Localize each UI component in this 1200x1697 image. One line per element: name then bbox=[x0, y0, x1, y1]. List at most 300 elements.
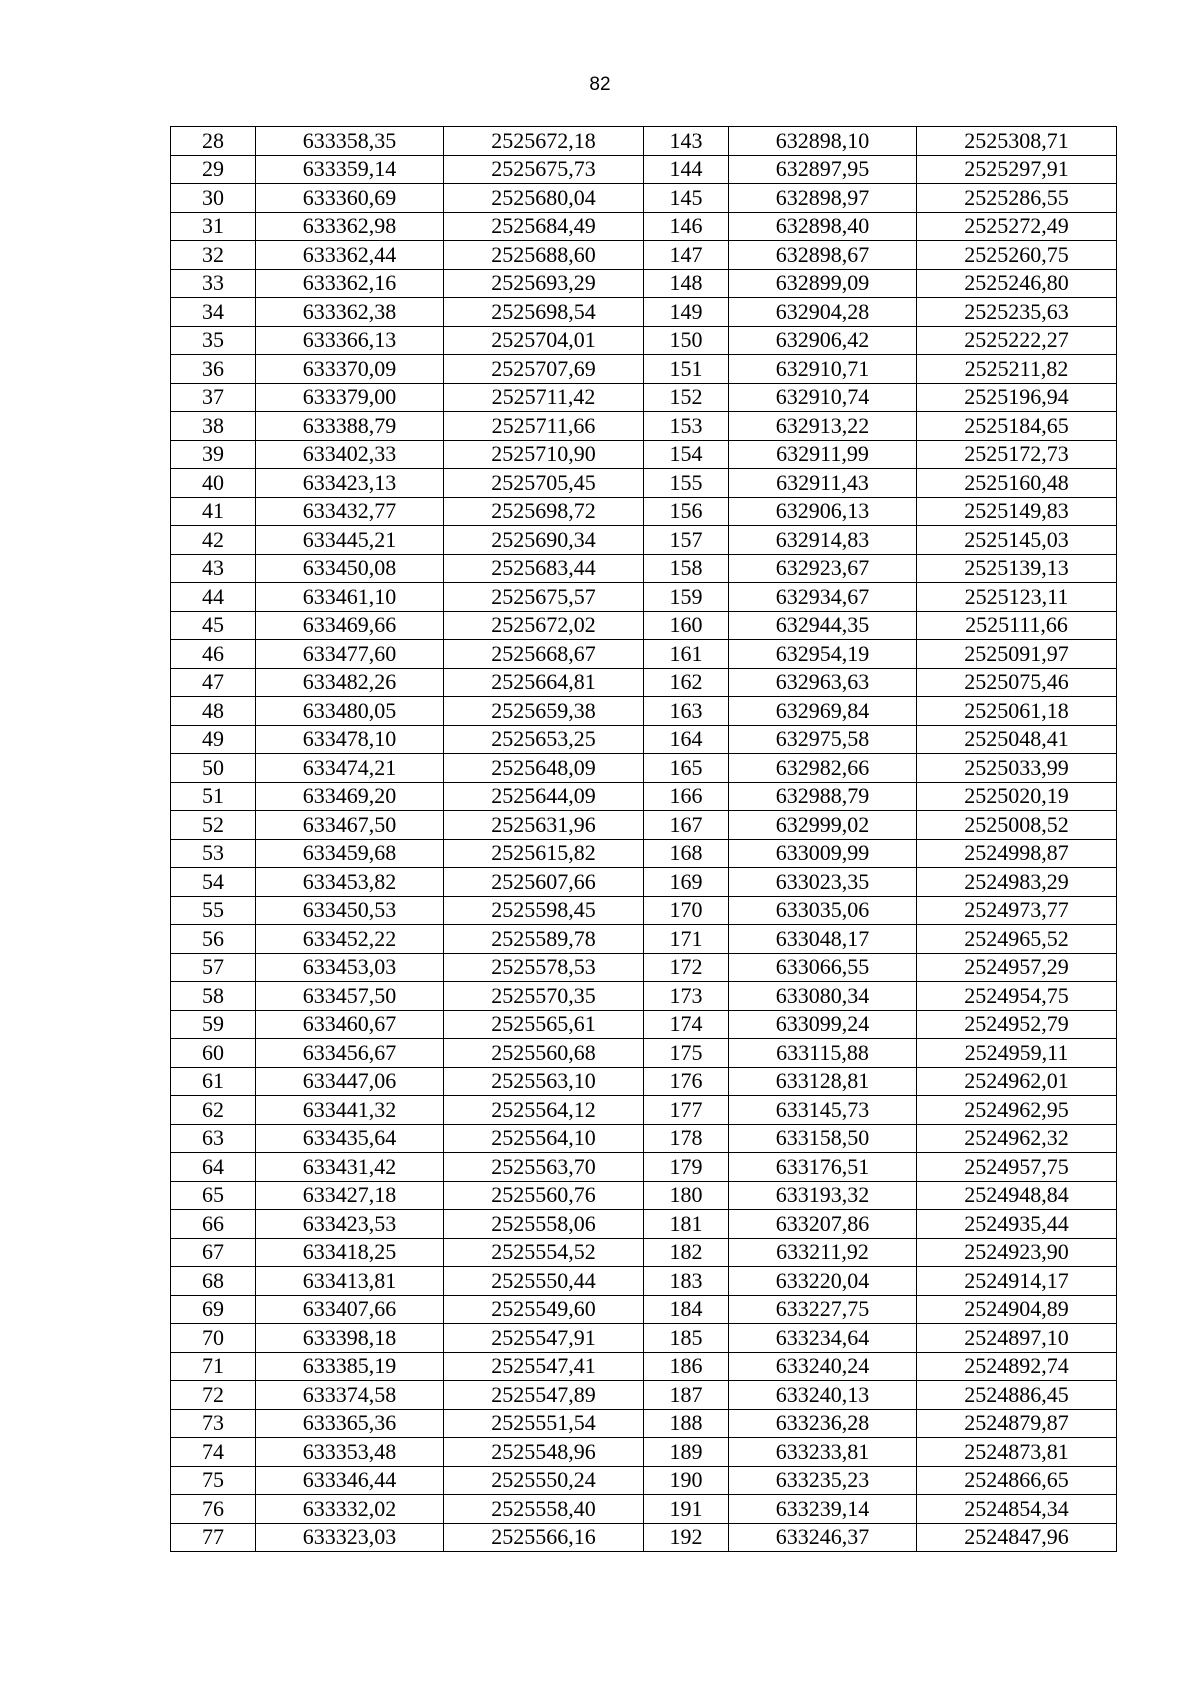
point-number-left-cell: 72 bbox=[171, 1381, 256, 1410]
point-number-right-cell: 172 bbox=[644, 953, 729, 982]
table-row bbox=[171, 127, 1117, 156]
x-coordinate-right-cell: 633145,73 bbox=[729, 1096, 917, 1125]
x-coordinate-right-cell: 632897,95 bbox=[729, 155, 917, 184]
x-coordinate-left-cell: 633323,03 bbox=[256, 1523, 444, 1552]
y-coordinate-left-cell: 2525570,35 bbox=[444, 982, 644, 1011]
x-coordinate-right-cell: 632898,10 bbox=[729, 127, 917, 156]
table-row bbox=[171, 725, 1117, 754]
point-number-right-cell: 175 bbox=[644, 1039, 729, 1068]
y-coordinate-right-cell: 2524957,29 bbox=[917, 953, 1117, 982]
y-coordinate-right-cell: 2525172,73 bbox=[917, 440, 1117, 469]
y-coordinate-left-cell: 2525705,45 bbox=[444, 469, 644, 498]
y-coordinate-left-cell: 2525547,41 bbox=[444, 1352, 644, 1381]
y-coordinate-left-cell: 2525693,29 bbox=[444, 269, 644, 298]
x-coordinate-right-cell: 632910,74 bbox=[729, 383, 917, 412]
y-coordinate-right-cell: 2525149,83 bbox=[917, 497, 1117, 526]
y-coordinate-right-cell: 2524998,87 bbox=[917, 839, 1117, 868]
x-coordinate-right-cell: 632906,42 bbox=[729, 326, 917, 355]
point-number-left-cell: 70 bbox=[171, 1324, 256, 1353]
y-coordinate-left-cell: 2525698,54 bbox=[444, 298, 644, 327]
table-row bbox=[171, 526, 1117, 555]
x-coordinate-right-cell: 632982,66 bbox=[729, 754, 917, 783]
x-coordinate-right-cell: 632899,09 bbox=[729, 269, 917, 298]
table-row bbox=[171, 554, 1117, 583]
point-number-right-cell: 143 bbox=[644, 127, 729, 156]
table-row bbox=[171, 269, 1117, 298]
table-row bbox=[171, 155, 1117, 184]
table-row bbox=[171, 1181, 1117, 1210]
point-number-right-cell: 166 bbox=[644, 782, 729, 811]
x-coordinate-right-cell: 633048,17 bbox=[729, 925, 917, 954]
point-number-left-cell: 55 bbox=[171, 896, 256, 925]
x-coordinate-right-cell: 632898,97 bbox=[729, 184, 917, 213]
y-coordinate-right-cell: 2525111,66 bbox=[917, 611, 1117, 640]
x-coordinate-right-cell: 633176,51 bbox=[729, 1153, 917, 1182]
x-coordinate-left-cell: 633418,25 bbox=[256, 1238, 444, 1267]
point-number-right-cell: 161 bbox=[644, 640, 729, 669]
x-coordinate-left-cell: 633445,21 bbox=[256, 526, 444, 555]
y-coordinate-right-cell: 2524854,34 bbox=[917, 1495, 1117, 1524]
x-coordinate-left-cell: 633407,66 bbox=[256, 1295, 444, 1324]
x-coordinate-left-cell: 633453,82 bbox=[256, 868, 444, 897]
point-number-left-cell: 31 bbox=[171, 212, 256, 241]
point-number-right-cell: 157 bbox=[644, 526, 729, 555]
point-number-right-cell: 186 bbox=[644, 1352, 729, 1381]
table-row bbox=[171, 383, 1117, 412]
x-coordinate-right-cell: 632913,22 bbox=[729, 412, 917, 441]
point-number-left-cell: 77 bbox=[171, 1523, 256, 1552]
x-coordinate-right-cell: 633023,35 bbox=[729, 868, 917, 897]
x-coordinate-left-cell: 633398,18 bbox=[256, 1324, 444, 1353]
x-coordinate-left-cell: 633456,67 bbox=[256, 1039, 444, 1068]
y-coordinate-right-cell: 2525297,91 bbox=[917, 155, 1117, 184]
point-number-right-cell: 167 bbox=[644, 811, 729, 840]
x-coordinate-left-cell: 633360,69 bbox=[256, 184, 444, 213]
table-row bbox=[171, 212, 1117, 241]
y-coordinate-left-cell: 2525607,66 bbox=[444, 868, 644, 897]
x-coordinate-left-cell: 633423,13 bbox=[256, 469, 444, 498]
point-number-right-cell: 155 bbox=[644, 469, 729, 498]
point-number-left-cell: 48 bbox=[171, 697, 256, 726]
point-number-right-cell: 154 bbox=[644, 440, 729, 469]
point-number-left-cell: 60 bbox=[171, 1039, 256, 1068]
y-coordinate-left-cell: 2525683,44 bbox=[444, 554, 644, 583]
x-coordinate-right-cell: 633080,34 bbox=[729, 982, 917, 1011]
y-coordinate-right-cell: 2524847,96 bbox=[917, 1523, 1117, 1552]
y-coordinate-right-cell: 2525145,03 bbox=[917, 526, 1117, 555]
table-row bbox=[171, 184, 1117, 213]
y-coordinate-left-cell: 2525549,60 bbox=[444, 1295, 644, 1324]
y-coordinate-left-cell: 2525659,38 bbox=[444, 697, 644, 726]
y-coordinate-right-cell: 2524886,45 bbox=[917, 1381, 1117, 1410]
x-coordinate-left-cell: 633413,81 bbox=[256, 1267, 444, 1296]
table-row bbox=[171, 1039, 1117, 1068]
point-number-left-cell: 59 bbox=[171, 1010, 256, 1039]
point-number-right-cell: 192 bbox=[644, 1523, 729, 1552]
x-coordinate-left-cell: 633478,10 bbox=[256, 725, 444, 754]
x-coordinate-right-cell: 632914,83 bbox=[729, 526, 917, 555]
point-number-left-cell: 75 bbox=[171, 1466, 256, 1495]
x-coordinate-right-cell: 633066,55 bbox=[729, 953, 917, 982]
point-number-right-cell: 159 bbox=[644, 583, 729, 612]
x-coordinate-left-cell: 633362,44 bbox=[256, 241, 444, 270]
table-row bbox=[171, 1010, 1117, 1039]
table-row bbox=[171, 1153, 1117, 1182]
x-coordinate-right-cell: 633099,24 bbox=[729, 1010, 917, 1039]
y-coordinate-right-cell: 2524952,79 bbox=[917, 1010, 1117, 1039]
point-number-left-cell: 46 bbox=[171, 640, 256, 669]
x-coordinate-left-cell: 633427,18 bbox=[256, 1181, 444, 1210]
point-number-right-cell: 162 bbox=[644, 668, 729, 697]
point-number-right-cell: 158 bbox=[644, 554, 729, 583]
y-coordinate-right-cell: 2525272,49 bbox=[917, 212, 1117, 241]
y-coordinate-left-cell: 2525690,34 bbox=[444, 526, 644, 555]
table-row bbox=[171, 1352, 1117, 1381]
x-coordinate-left-cell: 633362,38 bbox=[256, 298, 444, 327]
point-number-left-cell: 35 bbox=[171, 326, 256, 355]
table-row bbox=[171, 1438, 1117, 1467]
x-coordinate-left-cell: 633482,26 bbox=[256, 668, 444, 697]
x-coordinate-left-cell: 633362,16 bbox=[256, 269, 444, 298]
point-number-right-cell: 171 bbox=[644, 925, 729, 954]
point-number-left-cell: 71 bbox=[171, 1352, 256, 1381]
x-coordinate-left-cell: 633332,02 bbox=[256, 1495, 444, 1524]
y-coordinate-right-cell: 2525211,82 bbox=[917, 355, 1117, 384]
x-coordinate-right-cell: 633158,50 bbox=[729, 1124, 917, 1153]
x-coordinate-left-cell: 633450,53 bbox=[256, 896, 444, 925]
x-coordinate-left-cell: 633402,33 bbox=[256, 440, 444, 469]
x-coordinate-right-cell: 632934,67 bbox=[729, 583, 917, 612]
point-number-right-cell: 173 bbox=[644, 982, 729, 1011]
point-number-left-cell: 33 bbox=[171, 269, 256, 298]
table-row bbox=[171, 412, 1117, 441]
point-number-right-cell: 169 bbox=[644, 868, 729, 897]
y-coordinate-left-cell: 2525675,57 bbox=[444, 583, 644, 612]
point-number-left-cell: 76 bbox=[171, 1495, 256, 1524]
point-number-left-cell: 41 bbox=[171, 497, 256, 526]
y-coordinate-right-cell: 2525091,97 bbox=[917, 640, 1117, 669]
point-number-right-cell: 174 bbox=[644, 1010, 729, 1039]
point-number-right-cell: 151 bbox=[644, 355, 729, 384]
x-coordinate-left-cell: 633474,21 bbox=[256, 754, 444, 783]
y-coordinate-right-cell: 2524879,87 bbox=[917, 1409, 1117, 1438]
y-coordinate-right-cell: 2525020,19 bbox=[917, 782, 1117, 811]
y-coordinate-right-cell: 2524962,32 bbox=[917, 1124, 1117, 1153]
x-coordinate-right-cell: 632975,58 bbox=[729, 725, 917, 754]
point-number-right-cell: 188 bbox=[644, 1409, 729, 1438]
y-coordinate-left-cell: 2525684,49 bbox=[444, 212, 644, 241]
x-coordinate-right-cell: 633233,81 bbox=[729, 1438, 917, 1467]
x-coordinate-right-cell: 632999,02 bbox=[729, 811, 917, 840]
point-number-left-cell: 37 bbox=[171, 383, 256, 412]
y-coordinate-left-cell: 2525589,78 bbox=[444, 925, 644, 954]
table-row bbox=[171, 1523, 1117, 1552]
point-number-right-cell: 191 bbox=[644, 1495, 729, 1524]
x-coordinate-right-cell: 633115,88 bbox=[729, 1039, 917, 1068]
table-row bbox=[171, 754, 1117, 783]
y-coordinate-left-cell: 2525672,18 bbox=[444, 127, 644, 156]
point-number-right-cell: 153 bbox=[644, 412, 729, 441]
x-coordinate-left-cell: 633385,19 bbox=[256, 1352, 444, 1381]
table-row bbox=[171, 868, 1117, 897]
y-coordinate-left-cell: 2525558,40 bbox=[444, 1495, 644, 1524]
x-coordinate-right-cell: 632954,19 bbox=[729, 640, 917, 669]
table-row bbox=[171, 241, 1117, 270]
x-coordinate-right-cell: 633235,23 bbox=[729, 1466, 917, 1495]
point-number-left-cell: 42 bbox=[171, 526, 256, 555]
table-row bbox=[171, 839, 1117, 868]
x-coordinate-left-cell: 633447,06 bbox=[256, 1067, 444, 1096]
table-row bbox=[171, 953, 1117, 982]
point-number-right-cell: 177 bbox=[644, 1096, 729, 1125]
x-coordinate-right-cell: 632923,67 bbox=[729, 554, 917, 583]
point-number-right-cell: 170 bbox=[644, 896, 729, 925]
x-coordinate-left-cell: 633461,10 bbox=[256, 583, 444, 612]
point-number-left-cell: 36 bbox=[171, 355, 256, 384]
coordinates-table-body bbox=[171, 127, 1117, 1552]
x-coordinate-left-cell: 633469,20 bbox=[256, 782, 444, 811]
y-coordinate-left-cell: 2525558,06 bbox=[444, 1210, 644, 1239]
point-number-left-cell: 65 bbox=[171, 1181, 256, 1210]
x-coordinate-right-cell: 633236,28 bbox=[729, 1409, 917, 1438]
y-coordinate-right-cell: 2525235,63 bbox=[917, 298, 1117, 327]
point-number-left-cell: 28 bbox=[171, 127, 256, 156]
point-number-left-cell: 29 bbox=[171, 155, 256, 184]
y-coordinate-right-cell: 2524923,90 bbox=[917, 1238, 1117, 1267]
point-number-left-cell: 38 bbox=[171, 412, 256, 441]
point-number-left-cell: 44 bbox=[171, 583, 256, 612]
y-coordinate-left-cell: 2525563,70 bbox=[444, 1153, 644, 1182]
point-number-right-cell: 168 bbox=[644, 839, 729, 868]
x-coordinate-right-cell: 632906,13 bbox=[729, 497, 917, 526]
table-row bbox=[171, 1067, 1117, 1096]
point-number-right-cell: 148 bbox=[644, 269, 729, 298]
y-coordinate-right-cell: 2525246,80 bbox=[917, 269, 1117, 298]
x-coordinate-right-cell: 632898,67 bbox=[729, 241, 917, 270]
x-coordinate-left-cell: 633432,77 bbox=[256, 497, 444, 526]
y-coordinate-right-cell: 2524959,11 bbox=[917, 1039, 1117, 1068]
point-number-left-cell: 51 bbox=[171, 782, 256, 811]
point-number-right-cell: 182 bbox=[644, 1238, 729, 1267]
point-number-right-cell: 152 bbox=[644, 383, 729, 412]
table-row bbox=[171, 811, 1117, 840]
point-number-left-cell: 63 bbox=[171, 1124, 256, 1153]
table-row bbox=[171, 925, 1117, 954]
point-number-left-cell: 68 bbox=[171, 1267, 256, 1296]
point-number-right-cell: 156 bbox=[644, 497, 729, 526]
y-coordinate-right-cell: 2525061,18 bbox=[917, 697, 1117, 726]
x-coordinate-right-cell: 632910,71 bbox=[729, 355, 917, 384]
point-number-left-cell: 47 bbox=[171, 668, 256, 697]
point-number-right-cell: 184 bbox=[644, 1295, 729, 1324]
y-coordinate-left-cell: 2525664,81 bbox=[444, 668, 644, 697]
point-number-right-cell: 179 bbox=[644, 1153, 729, 1182]
point-number-left-cell: 43 bbox=[171, 554, 256, 583]
x-coordinate-left-cell: 633435,64 bbox=[256, 1124, 444, 1153]
point-number-right-cell: 181 bbox=[644, 1210, 729, 1239]
point-number-right-cell: 185 bbox=[644, 1324, 729, 1353]
x-coordinate-right-cell: 633240,13 bbox=[729, 1381, 917, 1410]
x-coordinate-left-cell: 633459,68 bbox=[256, 839, 444, 868]
y-coordinate-right-cell: 2524866,65 bbox=[917, 1466, 1117, 1495]
y-coordinate-right-cell: 2525160,48 bbox=[917, 469, 1117, 498]
y-coordinate-right-cell: 2525184,65 bbox=[917, 412, 1117, 441]
y-coordinate-right-cell: 2525033,99 bbox=[917, 754, 1117, 783]
y-coordinate-right-cell: 2525048,41 bbox=[917, 725, 1117, 754]
y-coordinate-left-cell: 2525704,01 bbox=[444, 326, 644, 355]
x-coordinate-right-cell: 633035,06 bbox=[729, 896, 917, 925]
x-coordinate-left-cell: 633431,42 bbox=[256, 1153, 444, 1182]
y-coordinate-left-cell: 2525672,02 bbox=[444, 611, 644, 640]
point-number-left-cell: 56 bbox=[171, 925, 256, 954]
x-coordinate-right-cell: 633207,86 bbox=[729, 1210, 917, 1239]
x-coordinate-right-cell: 633193,32 bbox=[729, 1181, 917, 1210]
point-number-right-cell: 144 bbox=[644, 155, 729, 184]
y-coordinate-left-cell: 2525675,73 bbox=[444, 155, 644, 184]
x-coordinate-left-cell: 633480,05 bbox=[256, 697, 444, 726]
coordinates-table bbox=[170, 126, 1117, 1552]
table-row bbox=[171, 697, 1117, 726]
x-coordinate-right-cell: 633211,92 bbox=[729, 1238, 917, 1267]
point-number-right-cell: 187 bbox=[644, 1381, 729, 1410]
point-number-left-cell: 62 bbox=[171, 1096, 256, 1125]
y-coordinate-right-cell: 2525123,11 bbox=[917, 583, 1117, 612]
table-row bbox=[171, 583, 1117, 612]
x-coordinate-right-cell: 632988,79 bbox=[729, 782, 917, 811]
table-row bbox=[171, 1409, 1117, 1438]
y-coordinate-right-cell: 2525075,46 bbox=[917, 668, 1117, 697]
table-row bbox=[171, 298, 1117, 327]
y-coordinate-right-cell: 2525260,75 bbox=[917, 241, 1117, 270]
point-number-right-cell: 180 bbox=[644, 1181, 729, 1210]
y-coordinate-left-cell: 2525631,96 bbox=[444, 811, 644, 840]
table-row bbox=[171, 1466, 1117, 1495]
table-row bbox=[171, 1096, 1117, 1125]
y-coordinate-left-cell: 2525648,09 bbox=[444, 754, 644, 783]
point-number-right-cell: 145 bbox=[644, 184, 729, 213]
y-coordinate-left-cell: 2525710,90 bbox=[444, 440, 644, 469]
x-coordinate-left-cell: 633453,03 bbox=[256, 953, 444, 982]
x-coordinate-left-cell: 633366,13 bbox=[256, 326, 444, 355]
x-coordinate-right-cell: 632944,35 bbox=[729, 611, 917, 640]
point-number-left-cell: 52 bbox=[171, 811, 256, 840]
table-row bbox=[171, 1238, 1117, 1267]
y-coordinate-right-cell: 2525196,94 bbox=[917, 383, 1117, 412]
table-row bbox=[171, 896, 1117, 925]
point-number-left-cell: 49 bbox=[171, 725, 256, 754]
y-coordinate-left-cell: 2525551,54 bbox=[444, 1409, 644, 1438]
table-row bbox=[171, 497, 1117, 526]
x-coordinate-left-cell: 633450,08 bbox=[256, 554, 444, 583]
y-coordinate-left-cell: 2525564,10 bbox=[444, 1124, 644, 1153]
y-coordinate-left-cell: 2525566,16 bbox=[444, 1523, 644, 1552]
y-coordinate-left-cell: 2525698,72 bbox=[444, 497, 644, 526]
point-number-left-cell: 57 bbox=[171, 953, 256, 982]
point-number-right-cell: 165 bbox=[644, 754, 729, 783]
point-number-left-cell: 58 bbox=[171, 982, 256, 1011]
point-number-left-cell: 30 bbox=[171, 184, 256, 213]
point-number-left-cell: 69 bbox=[171, 1295, 256, 1324]
table-row bbox=[171, 326, 1117, 355]
x-coordinate-left-cell: 633452,22 bbox=[256, 925, 444, 954]
x-coordinate-left-cell: 633388,79 bbox=[256, 412, 444, 441]
y-coordinate-left-cell: 2525563,10 bbox=[444, 1067, 644, 1096]
point-number-right-cell: 150 bbox=[644, 326, 729, 355]
y-coordinate-left-cell: 2525550,44 bbox=[444, 1267, 644, 1296]
y-coordinate-left-cell: 2525711,66 bbox=[444, 412, 644, 441]
x-coordinate-right-cell: 632969,84 bbox=[729, 697, 917, 726]
x-coordinate-right-cell: 632911,99 bbox=[729, 440, 917, 469]
table-row bbox=[171, 668, 1117, 697]
y-coordinate-left-cell: 2525560,76 bbox=[444, 1181, 644, 1210]
point-number-left-cell: 45 bbox=[171, 611, 256, 640]
table-row bbox=[171, 1210, 1117, 1239]
y-coordinate-right-cell: 2525222,27 bbox=[917, 326, 1117, 355]
table-row bbox=[171, 1124, 1117, 1153]
table-row bbox=[171, 611, 1117, 640]
point-number-right-cell: 146 bbox=[644, 212, 729, 241]
x-coordinate-left-cell: 633457,50 bbox=[256, 982, 444, 1011]
point-number-right-cell: 163 bbox=[644, 697, 729, 726]
point-number-left-cell: 40 bbox=[171, 469, 256, 498]
y-coordinate-left-cell: 2525550,24 bbox=[444, 1466, 644, 1495]
y-coordinate-left-cell: 2525548,96 bbox=[444, 1438, 644, 1467]
table-row bbox=[171, 1267, 1117, 1296]
x-coordinate-left-cell: 633359,14 bbox=[256, 155, 444, 184]
x-coordinate-right-cell: 632911,43 bbox=[729, 469, 917, 498]
x-coordinate-left-cell: 633423,53 bbox=[256, 1210, 444, 1239]
table-row bbox=[171, 1495, 1117, 1524]
x-coordinate-left-cell: 633460,67 bbox=[256, 1010, 444, 1039]
y-coordinate-left-cell: 2525565,61 bbox=[444, 1010, 644, 1039]
point-number-left-cell: 39 bbox=[171, 440, 256, 469]
x-coordinate-left-cell: 633441,32 bbox=[256, 1096, 444, 1125]
point-number-left-cell: 61 bbox=[171, 1067, 256, 1096]
y-coordinate-left-cell: 2525547,91 bbox=[444, 1324, 644, 1353]
y-coordinate-right-cell: 2525286,55 bbox=[917, 184, 1117, 213]
y-coordinate-right-cell: 2524962,95 bbox=[917, 1096, 1117, 1125]
x-coordinate-left-cell: 633379,00 bbox=[256, 383, 444, 412]
x-coordinate-left-cell: 633353,48 bbox=[256, 1438, 444, 1467]
x-coordinate-right-cell: 633239,14 bbox=[729, 1495, 917, 1524]
y-coordinate-right-cell: 2524873,81 bbox=[917, 1438, 1117, 1467]
y-coordinate-left-cell: 2525564,12 bbox=[444, 1096, 644, 1125]
y-coordinate-left-cell: 2525680,04 bbox=[444, 184, 644, 213]
x-coordinate-right-cell: 632898,40 bbox=[729, 212, 917, 241]
x-coordinate-right-cell: 632904,28 bbox=[729, 298, 917, 327]
point-number-left-cell: 67 bbox=[171, 1238, 256, 1267]
y-coordinate-left-cell: 2525560,68 bbox=[444, 1039, 644, 1068]
page-number: 82 bbox=[589, 74, 611, 95]
table-row bbox=[171, 1324, 1117, 1353]
point-number-left-cell: 74 bbox=[171, 1438, 256, 1467]
point-number-right-cell: 164 bbox=[644, 725, 729, 754]
point-number-left-cell: 32 bbox=[171, 241, 256, 270]
y-coordinate-right-cell: 2524897,10 bbox=[917, 1324, 1117, 1353]
point-number-right-cell: 176 bbox=[644, 1067, 729, 1096]
point-number-right-cell: 160 bbox=[644, 611, 729, 640]
point-number-right-cell: 190 bbox=[644, 1466, 729, 1495]
y-coordinate-left-cell: 2525598,45 bbox=[444, 896, 644, 925]
point-number-left-cell: 66 bbox=[171, 1210, 256, 1239]
y-coordinate-right-cell: 2524892,74 bbox=[917, 1352, 1117, 1381]
table-row bbox=[171, 355, 1117, 384]
x-coordinate-right-cell: 633240,24 bbox=[729, 1352, 917, 1381]
y-coordinate-left-cell: 2525653,25 bbox=[444, 725, 644, 754]
table-row bbox=[171, 1381, 1117, 1410]
x-coordinate-left-cell: 633467,50 bbox=[256, 811, 444, 840]
y-coordinate-right-cell: 2524973,77 bbox=[917, 896, 1117, 925]
